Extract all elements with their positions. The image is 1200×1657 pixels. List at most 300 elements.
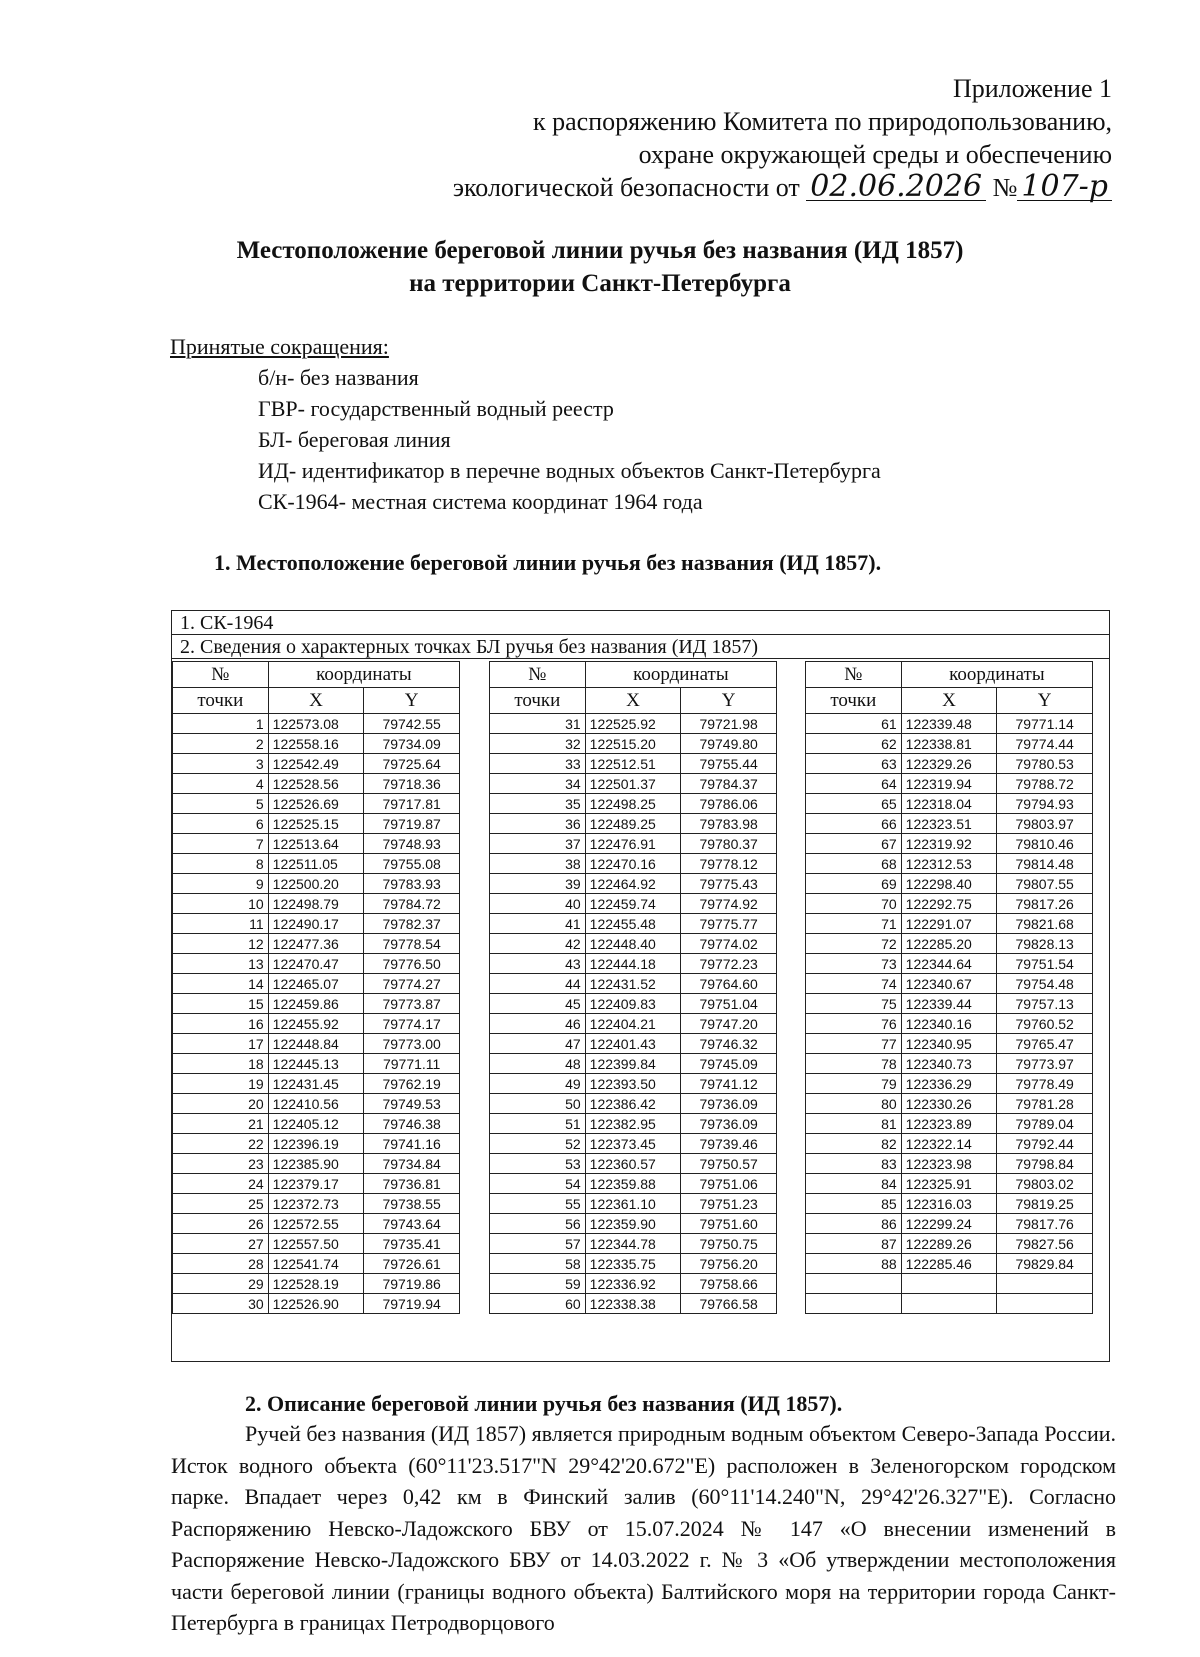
table-row bbox=[806, 734, 1093, 754]
point-number: 51 bbox=[490, 1114, 586, 1134]
x-coordinate: 122340.16 bbox=[901, 1014, 997, 1034]
point-number: 36 bbox=[490, 814, 586, 834]
table-row bbox=[173, 814, 460, 834]
x-coordinate: 122344.78 bbox=[585, 1234, 681, 1254]
x-coordinate: 122396.19 bbox=[268, 1134, 364, 1154]
y-coordinate: 79803.02 bbox=[997, 1174, 1093, 1194]
point-number: 79 bbox=[806, 1074, 902, 1094]
y-coordinate: 79751.06 bbox=[681, 1174, 777, 1194]
table-row bbox=[806, 1054, 1093, 1074]
y-coordinate: 79726.61 bbox=[364, 1254, 460, 1274]
x-coordinate: 122373.45 bbox=[585, 1134, 681, 1154]
point-number: 35 bbox=[490, 794, 586, 814]
x-coordinate: 122501.37 bbox=[585, 774, 681, 794]
y-coordinate: 79757.13 bbox=[997, 994, 1093, 1014]
table-row bbox=[806, 794, 1093, 814]
y-coordinate: 79780.37 bbox=[681, 834, 777, 854]
table-row bbox=[173, 1114, 460, 1134]
point-number: 82 bbox=[806, 1134, 902, 1154]
y-coordinate: 79794.93 bbox=[997, 794, 1093, 814]
y-coordinate: 79743.64 bbox=[364, 1214, 460, 1234]
y-coordinate: 79765.47 bbox=[997, 1034, 1093, 1054]
point-number: 43 bbox=[490, 954, 586, 974]
point-number: 74 bbox=[806, 974, 902, 994]
point-number: 70 bbox=[806, 894, 902, 914]
table-row bbox=[173, 1074, 460, 1094]
y-coordinate: 79784.37 bbox=[681, 774, 777, 794]
y-coordinate: 79739.46 bbox=[681, 1134, 777, 1154]
point-number: 28 bbox=[173, 1254, 269, 1274]
y-coordinate: 79771.14 bbox=[997, 714, 1093, 734]
table-row bbox=[490, 934, 777, 954]
point-number: 47 bbox=[490, 1034, 586, 1054]
y-coordinate: 79778.49 bbox=[997, 1074, 1093, 1094]
point-number: 13 bbox=[173, 954, 269, 974]
table-row bbox=[173, 1054, 460, 1074]
col-header-point: точки bbox=[173, 688, 269, 714]
y-coordinate: 79778.12 bbox=[681, 854, 777, 874]
y-coordinate: 79803.97 bbox=[997, 814, 1093, 834]
x-coordinate: 122340.95 bbox=[901, 1034, 997, 1054]
x-coordinate: 122399.84 bbox=[585, 1054, 681, 1074]
x-coordinate: 122292.75 bbox=[901, 894, 997, 914]
point-number bbox=[806, 1294, 902, 1314]
point-number: 58 bbox=[490, 1254, 586, 1274]
x-coordinate: 122476.91 bbox=[585, 834, 681, 854]
abbreviation-item: ИД- идентификатор в перечне водных объектов Санкт-Петербурга bbox=[258, 458, 881, 483]
y-coordinate bbox=[997, 1294, 1093, 1314]
col-header-y: Y bbox=[681, 688, 777, 714]
y-coordinate: 79749.53 bbox=[364, 1094, 460, 1114]
x-coordinate: 122285.20 bbox=[901, 934, 997, 954]
y-coordinate: 79738.55 bbox=[364, 1194, 460, 1214]
abbreviations-heading: Принятые сокращения: bbox=[170, 334, 389, 359]
x-coordinate: 122319.92 bbox=[901, 834, 997, 854]
y-coordinate: 79750.75 bbox=[681, 1234, 777, 1254]
point-number: 59 bbox=[490, 1274, 586, 1294]
number-sign: № bbox=[992, 173, 1018, 202]
y-coordinate: 79773.87 bbox=[364, 994, 460, 1014]
y-coordinate: 79821.68 bbox=[997, 914, 1093, 934]
x-coordinate: 122526.69 bbox=[268, 794, 364, 814]
point-number: 31 bbox=[490, 714, 586, 734]
table-row bbox=[173, 1294, 460, 1314]
x-coordinate: 122289.26 bbox=[901, 1234, 997, 1254]
y-coordinate: 79807.55 bbox=[997, 874, 1093, 894]
x-coordinate: 122489.25 bbox=[585, 814, 681, 834]
table-row bbox=[490, 1194, 777, 1214]
y-coordinate: 79817.76 bbox=[997, 1214, 1093, 1234]
table-row bbox=[806, 1154, 1093, 1174]
y-coordinate: 79775.77 bbox=[681, 914, 777, 934]
y-coordinate: 79751.04 bbox=[681, 994, 777, 1014]
point-number: 49 bbox=[490, 1074, 586, 1094]
x-coordinate: 122316.03 bbox=[901, 1194, 997, 1214]
y-coordinate: 79741.16 bbox=[364, 1134, 460, 1154]
x-coordinate: 122404.21 bbox=[585, 1014, 681, 1034]
table-row bbox=[173, 1014, 460, 1034]
point-number: 68 bbox=[806, 854, 902, 874]
table-row bbox=[806, 874, 1093, 894]
point-number: 71 bbox=[806, 914, 902, 934]
description-text: Ручей без названия (ИД 1857) является природным водным объектом Северо-Запада России. Исток водного объекта (60°11'23.517"N 29°42'20.672"E) расположен в Зеленогорском городском парке. Впадает через 0,42 км в Финский залив (60°11'14.240"N, 29°42'26.327"E). Согласно Распоряжению Невско-Ладожского БВУ от 15.07.2024 № 147 «О внесении изменений в Распоряжение Невско-Ладожского БВУ от 14.03.2022 г. № 3 «Об утверждении местоположения части береговой линии (границы водного объекта) Балтийского моря на территории города Санкт-Петербурга в границах Петродворцового bbox=[171, 1421, 1116, 1635]
y-coordinate: 79741.12 bbox=[681, 1074, 777, 1094]
col-header-coords: координаты bbox=[901, 662, 1092, 688]
x-coordinate: 122498.25 bbox=[585, 794, 681, 814]
point-number: 67 bbox=[806, 834, 902, 854]
x-coordinate: 122459.74 bbox=[585, 894, 681, 914]
x-coordinate: 122339.48 bbox=[901, 714, 997, 734]
x-coordinate: 122401.43 bbox=[585, 1034, 681, 1054]
point-number: 25 bbox=[173, 1194, 269, 1214]
x-coordinate: 122298.40 bbox=[901, 874, 997, 894]
table-row bbox=[806, 714, 1093, 734]
table-row bbox=[173, 854, 460, 874]
x-coordinate: 122360.57 bbox=[585, 1154, 681, 1174]
y-coordinate: 79756.20 bbox=[681, 1254, 777, 1274]
point-number: 81 bbox=[806, 1114, 902, 1134]
x-coordinate: 122379.17 bbox=[268, 1174, 364, 1194]
y-coordinate: 79775.43 bbox=[681, 874, 777, 894]
x-coordinate bbox=[901, 1274, 997, 1294]
x-coordinate: 122323.51 bbox=[901, 814, 997, 834]
x-coordinate: 122515.20 bbox=[585, 734, 681, 754]
table-row bbox=[173, 934, 460, 954]
col-header-x: X bbox=[901, 688, 997, 714]
x-coordinate: 122330.26 bbox=[901, 1094, 997, 1114]
point-number: 48 bbox=[490, 1054, 586, 1074]
document-title bbox=[0, 234, 1200, 300]
y-coordinate: 79751.54 bbox=[997, 954, 1093, 974]
y-coordinate: 79760.52 bbox=[997, 1014, 1093, 1034]
point-number: 80 bbox=[806, 1094, 902, 1114]
order-reference-line: к распоряжению Комитета по природопользованию, bbox=[532, 107, 1112, 136]
table-row bbox=[806, 1014, 1093, 1034]
y-coordinate: 79755.44 bbox=[681, 754, 777, 774]
y-coordinate: 79776.50 bbox=[364, 954, 460, 974]
x-coordinate: 122335.75 bbox=[585, 1254, 681, 1274]
x-coordinate: 122359.90 bbox=[585, 1214, 681, 1234]
point-number: 45 bbox=[490, 994, 586, 1014]
x-coordinate: 122500.20 bbox=[268, 874, 364, 894]
table-row-system: 1. СК-1964 bbox=[172, 611, 1109, 635]
date-prefix: экологической безопасности от bbox=[452, 173, 800, 202]
x-coordinate: 122572.55 bbox=[268, 1214, 364, 1234]
table-row bbox=[173, 774, 460, 794]
point-number: 24 bbox=[173, 1174, 269, 1194]
table-row bbox=[173, 954, 460, 974]
y-coordinate: 79774.92 bbox=[681, 894, 777, 914]
x-coordinate: 122542.49 bbox=[268, 754, 364, 774]
col-header-point: точки bbox=[806, 688, 902, 714]
x-coordinate: 122340.73 bbox=[901, 1054, 997, 1074]
y-coordinate: 79781.28 bbox=[997, 1094, 1093, 1114]
table-row bbox=[490, 814, 777, 834]
y-coordinate bbox=[997, 1274, 1093, 1294]
point-number: 57 bbox=[490, 1234, 586, 1254]
table-row bbox=[173, 1154, 460, 1174]
y-coordinate: 79829.84 bbox=[997, 1254, 1093, 1274]
table-row bbox=[806, 1214, 1093, 1234]
table-row bbox=[173, 994, 460, 1014]
x-coordinate: 122511.05 bbox=[268, 854, 364, 874]
point-number: 22 bbox=[173, 1134, 269, 1154]
x-coordinate: 122431.45 bbox=[268, 1074, 364, 1094]
y-coordinate: 79746.38 bbox=[364, 1114, 460, 1134]
x-coordinate: 122359.88 bbox=[585, 1174, 681, 1194]
col-header-y: Y bbox=[997, 688, 1093, 714]
date-number-line bbox=[453, 171, 1112, 204]
table-row bbox=[806, 1254, 1093, 1274]
coords-table-block1 bbox=[172, 661, 460, 1314]
table-row bbox=[490, 994, 777, 1014]
x-coordinate: 122405.12 bbox=[268, 1114, 364, 1134]
point-number: 69 bbox=[806, 874, 902, 894]
table-row bbox=[806, 894, 1093, 914]
coords-block-1 bbox=[172, 661, 460, 1361]
y-coordinate: 79734.09 bbox=[364, 734, 460, 754]
table-row bbox=[806, 1194, 1093, 1214]
table-row bbox=[490, 774, 777, 794]
point-number: 12 bbox=[173, 934, 269, 954]
table-row bbox=[490, 1174, 777, 1194]
point-number: 56 bbox=[490, 1214, 586, 1234]
y-coordinate: 79814.48 bbox=[997, 854, 1093, 874]
y-coordinate: 79736.09 bbox=[681, 1114, 777, 1134]
point-number: 73 bbox=[806, 954, 902, 974]
x-coordinate: 122410.56 bbox=[268, 1094, 364, 1114]
col-header-number: № bbox=[806, 662, 902, 688]
x-coordinate: 122382.95 bbox=[585, 1114, 681, 1134]
table-row bbox=[806, 814, 1093, 834]
point-number: 63 bbox=[806, 754, 902, 774]
x-coordinate: 122431.52 bbox=[585, 974, 681, 994]
point-number: 87 bbox=[806, 1234, 902, 1254]
table-row bbox=[806, 1094, 1093, 1114]
point-number: 84 bbox=[806, 1174, 902, 1194]
table-row bbox=[806, 994, 1093, 1014]
x-coordinate: 122464.92 bbox=[585, 874, 681, 894]
table-row bbox=[806, 1074, 1093, 1094]
x-coordinate: 122318.04 bbox=[901, 794, 997, 814]
table-row bbox=[173, 1254, 460, 1274]
x-coordinate: 122338.38 bbox=[585, 1294, 681, 1314]
table-row bbox=[490, 954, 777, 974]
table-row bbox=[806, 1274, 1093, 1294]
x-coordinate: 122525.92 bbox=[585, 714, 681, 734]
section-1-title: 1. Местоположение береговой линии ручья без названия (ИД 1857). bbox=[214, 550, 882, 575]
point-number: 85 bbox=[806, 1194, 902, 1214]
section-2-title: 2. Описание береговой линии ручья без названия (ИД 1857). bbox=[245, 1391, 843, 1416]
table-row bbox=[490, 794, 777, 814]
table-row bbox=[173, 974, 460, 994]
point-number: 2 bbox=[173, 734, 269, 754]
y-coordinate: 79773.97 bbox=[997, 1054, 1093, 1074]
point-number: 19 bbox=[173, 1074, 269, 1094]
table-row bbox=[173, 794, 460, 814]
point-number: 8 bbox=[173, 854, 269, 874]
point-number: 3 bbox=[173, 754, 269, 774]
y-coordinate: 79764.60 bbox=[681, 974, 777, 994]
x-coordinate: 122323.98 bbox=[901, 1154, 997, 1174]
x-coordinate: 122291.07 bbox=[901, 914, 997, 934]
table-row bbox=[173, 734, 460, 754]
x-coordinate: 122573.08 bbox=[268, 714, 364, 734]
point-number: 88 bbox=[806, 1254, 902, 1274]
table-row bbox=[490, 1154, 777, 1174]
point-number: 42 bbox=[490, 934, 586, 954]
y-coordinate: 79773.00 bbox=[364, 1034, 460, 1054]
appendix-label: Приложение 1 bbox=[952, 74, 1112, 103]
point-number: 83 bbox=[806, 1154, 902, 1174]
y-coordinate: 79789.04 bbox=[997, 1114, 1093, 1134]
y-coordinate: 79745.09 bbox=[681, 1054, 777, 1074]
point-number: 4 bbox=[173, 774, 269, 794]
table-row bbox=[490, 1014, 777, 1034]
point-number: 9 bbox=[173, 874, 269, 894]
point-number: 20 bbox=[173, 1094, 269, 1114]
point-number: 72 bbox=[806, 934, 902, 954]
point-number: 46 bbox=[490, 1014, 586, 1034]
table-row bbox=[490, 754, 777, 774]
table-row bbox=[806, 974, 1093, 994]
table-row bbox=[490, 1294, 777, 1314]
y-coordinate: 79736.09 bbox=[681, 1094, 777, 1114]
table-row bbox=[490, 1134, 777, 1154]
x-coordinate: 122470.16 bbox=[585, 854, 681, 874]
table-row bbox=[490, 914, 777, 934]
y-coordinate: 79751.23 bbox=[681, 1194, 777, 1214]
table-row bbox=[173, 1234, 460, 1254]
point-number: 1 bbox=[173, 714, 269, 734]
committee-line: охране окружающей среды и обеспечению bbox=[638, 140, 1112, 169]
y-coordinate: 79742.55 bbox=[364, 714, 460, 734]
y-coordinate: 79762.19 bbox=[364, 1074, 460, 1094]
x-coordinate: 122285.46 bbox=[901, 1254, 997, 1274]
x-coordinate: 122455.48 bbox=[585, 914, 681, 934]
col-header-y: Y bbox=[364, 688, 460, 714]
y-coordinate: 79798.84 bbox=[997, 1154, 1093, 1174]
y-coordinate: 79771.11 bbox=[364, 1054, 460, 1074]
point-number: 27 bbox=[173, 1234, 269, 1254]
x-coordinate: 122525.15 bbox=[268, 814, 364, 834]
abbreviation-item: б/н- без названия bbox=[258, 365, 419, 390]
table-row bbox=[490, 1034, 777, 1054]
y-coordinate: 79772.23 bbox=[681, 954, 777, 974]
point-number: 7 bbox=[173, 834, 269, 854]
x-coordinate: 122541.74 bbox=[268, 1254, 364, 1274]
y-coordinate: 79774.17 bbox=[364, 1014, 460, 1034]
y-coordinate: 79717.81 bbox=[364, 794, 460, 814]
table-row bbox=[806, 774, 1093, 794]
x-coordinate: 122322.14 bbox=[901, 1134, 997, 1154]
point-number: 76 bbox=[806, 1014, 902, 1034]
y-coordinate: 79810.46 bbox=[997, 834, 1093, 854]
point-number: 26 bbox=[173, 1214, 269, 1234]
table-row bbox=[806, 1114, 1093, 1134]
y-coordinate: 79786.06 bbox=[681, 794, 777, 814]
col-header-x: X bbox=[585, 688, 681, 714]
col-header-number: № bbox=[490, 662, 586, 688]
x-coordinate: 122361.10 bbox=[585, 1194, 681, 1214]
table-row bbox=[806, 954, 1093, 974]
table-row bbox=[173, 1194, 460, 1214]
table-row bbox=[806, 1034, 1093, 1054]
point-number: 5 bbox=[173, 794, 269, 814]
table-row bbox=[490, 1054, 777, 1074]
table-row bbox=[806, 914, 1093, 934]
col-header-coords: координаты bbox=[585, 662, 776, 688]
x-coordinate: 122323.89 bbox=[901, 1114, 997, 1134]
table-row bbox=[490, 834, 777, 854]
abbreviation-item: ГВР- государственный водный реестр bbox=[258, 396, 614, 421]
x-coordinate: 122336.92 bbox=[585, 1274, 681, 1294]
point-number: 61 bbox=[806, 714, 902, 734]
y-coordinate: 79774.27 bbox=[364, 974, 460, 994]
y-coordinate: 79782.37 bbox=[364, 914, 460, 934]
point-number: 44 bbox=[490, 974, 586, 994]
y-coordinate: 79749.80 bbox=[681, 734, 777, 754]
point-number: 62 bbox=[806, 734, 902, 754]
y-coordinate: 79746.32 bbox=[681, 1034, 777, 1054]
point-number: 10 bbox=[173, 894, 269, 914]
table-row bbox=[173, 1174, 460, 1194]
table-row bbox=[490, 1094, 777, 1114]
y-coordinate: 79828.13 bbox=[997, 934, 1093, 954]
x-coordinate: 122444.18 bbox=[585, 954, 681, 974]
coords-table-block3 bbox=[805, 661, 1093, 1314]
y-coordinate: 79719.87 bbox=[364, 814, 460, 834]
y-coordinate: 79827.56 bbox=[997, 1234, 1093, 1254]
x-coordinate: 122526.90 bbox=[268, 1294, 364, 1314]
table-row bbox=[173, 1214, 460, 1234]
y-coordinate: 79719.94 bbox=[364, 1294, 460, 1314]
table-row bbox=[490, 974, 777, 994]
x-coordinate: 122372.73 bbox=[268, 1194, 364, 1214]
x-coordinate: 122339.44 bbox=[901, 994, 997, 1014]
y-coordinate: 79788.72 bbox=[997, 774, 1093, 794]
table-row bbox=[173, 754, 460, 774]
point-number: 55 bbox=[490, 1194, 586, 1214]
point-number: 52 bbox=[490, 1134, 586, 1154]
handwritten-date: 02.06.2026 bbox=[806, 174, 986, 201]
table-row bbox=[806, 754, 1093, 774]
table-row bbox=[173, 1274, 460, 1294]
table-row bbox=[806, 834, 1093, 854]
point-number: 15 bbox=[173, 994, 269, 1014]
point-number: 32 bbox=[490, 734, 586, 754]
x-coordinate: 122299.24 bbox=[901, 1214, 997, 1234]
point-number: 38 bbox=[490, 854, 586, 874]
point-number: 64 bbox=[806, 774, 902, 794]
table-row bbox=[173, 1134, 460, 1154]
y-coordinate: 79774.02 bbox=[681, 934, 777, 954]
point-number: 40 bbox=[490, 894, 586, 914]
y-coordinate: 79718.36 bbox=[364, 774, 460, 794]
table-row bbox=[490, 1114, 777, 1134]
x-coordinate: 122312.53 bbox=[901, 854, 997, 874]
y-coordinate: 79734.84 bbox=[364, 1154, 460, 1174]
y-coordinate: 79817.26 bbox=[997, 894, 1093, 914]
table-row bbox=[806, 1174, 1093, 1194]
coordinates-table bbox=[171, 610, 1110, 1362]
y-coordinate: 79747.20 bbox=[681, 1014, 777, 1034]
point-number: 33 bbox=[490, 754, 586, 774]
table-row bbox=[490, 874, 777, 894]
table-row bbox=[490, 1234, 777, 1254]
point-number: 77 bbox=[806, 1034, 902, 1054]
table-row bbox=[806, 1234, 1093, 1254]
